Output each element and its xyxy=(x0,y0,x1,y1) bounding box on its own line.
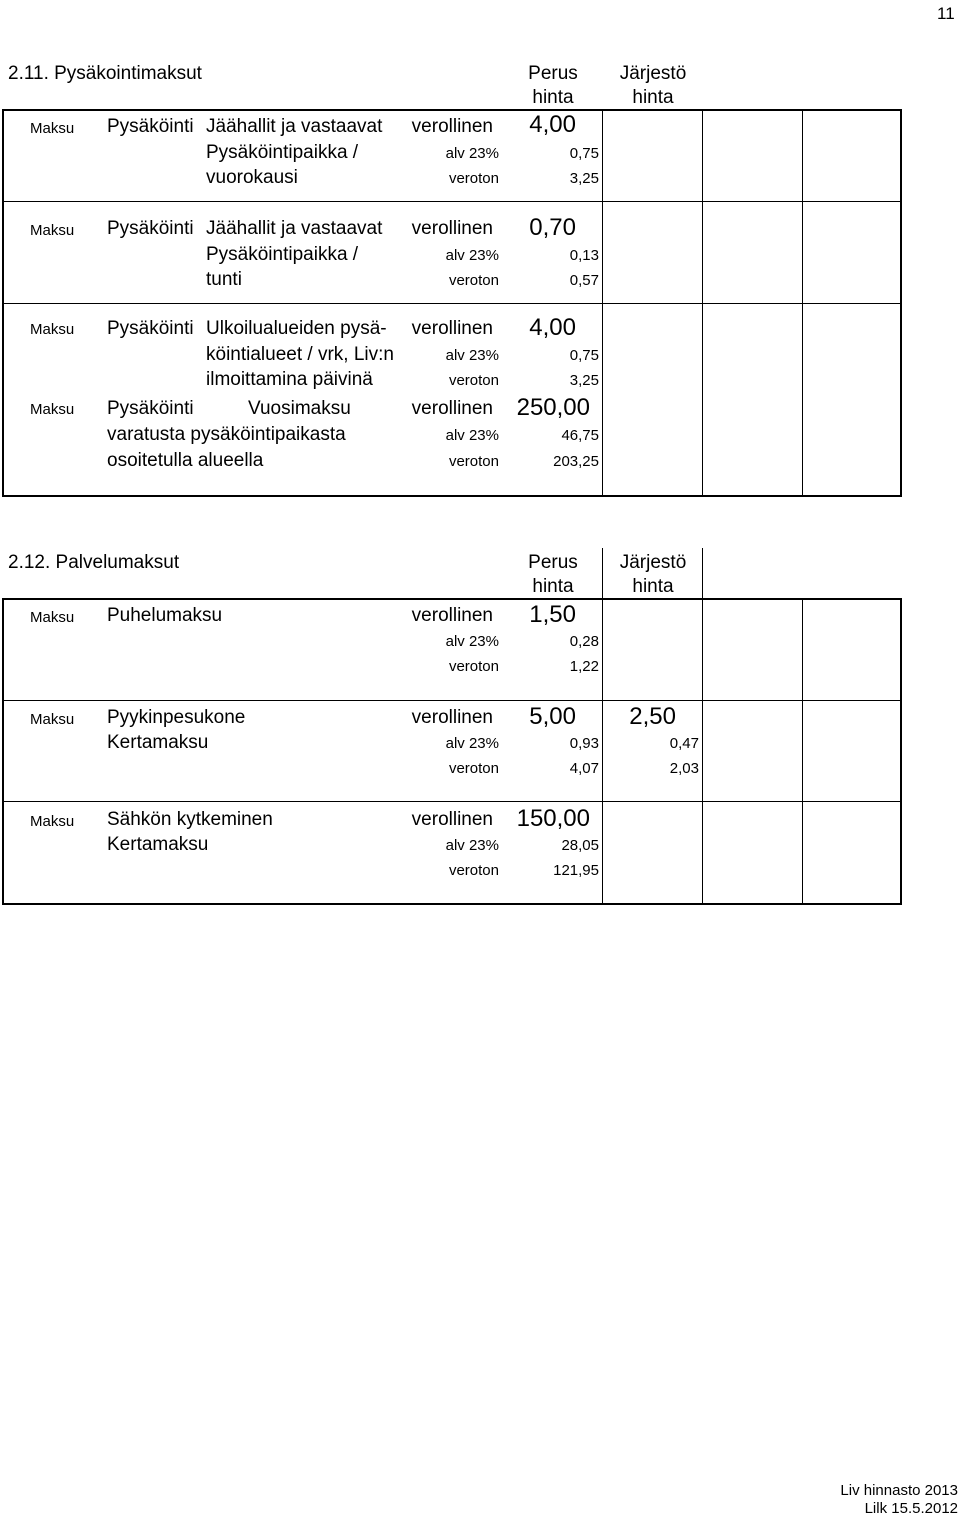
price-value: 3,25 xyxy=(569,170,599,187)
fee-description: Ulkoilualueiden pysä- xyxy=(206,318,387,339)
fee-label: Maksu xyxy=(30,609,75,626)
price-value: 0,57 xyxy=(569,272,599,289)
price-label-with-tax: verollinen xyxy=(411,809,493,830)
price-value: 0,75 xyxy=(569,145,599,162)
fee-description: ilmoittamina päivinä xyxy=(206,369,373,390)
fee-description: köintialueet / vrk, Liv:n xyxy=(206,344,394,365)
fee-label: Maksu xyxy=(30,401,75,418)
price-value: 0,28 xyxy=(569,633,599,650)
page-number: 11 xyxy=(937,4,955,23)
price-value: 46,75 xyxy=(561,427,599,444)
row-divider xyxy=(2,303,902,304)
price-label-without-tax: veroton xyxy=(448,170,499,187)
fee-description: Jäähallit ja vastaavat xyxy=(206,116,383,137)
fee-description: Pysäköintipaikka / xyxy=(206,244,359,265)
price-label-vat: alv 23% xyxy=(445,837,499,854)
price-label-with-tax: verollinen xyxy=(411,318,493,339)
column-divider xyxy=(602,109,603,497)
table-border-top xyxy=(2,598,902,600)
price-label-vat: alv 23% xyxy=(445,633,499,650)
fee-label: Maksu xyxy=(30,222,75,239)
column-divider xyxy=(802,598,803,905)
column-header-perus: Perus xyxy=(528,63,578,84)
fee-description: tunti xyxy=(206,269,242,290)
column-divider xyxy=(602,598,603,905)
price-value: 150,00 xyxy=(516,805,590,832)
fee-description: Pysäköintipaikka / xyxy=(206,142,359,163)
price-label-without-tax: veroton xyxy=(448,862,499,879)
price-label-without-tax: veroton xyxy=(448,372,499,389)
column-header-jarjesto-sub: hinta xyxy=(632,87,674,108)
fee-description: Puhelumaksu xyxy=(107,605,223,626)
price-value: 0,75 xyxy=(569,347,599,364)
price-label-with-tax: verollinen xyxy=(411,707,493,728)
price-value: 1,50 xyxy=(529,601,576,628)
column-header-perus-sub: hinta xyxy=(532,87,574,108)
column-header-perus: Perus xyxy=(528,552,578,573)
price-label-with-tax: verollinen xyxy=(411,218,493,239)
price-label-with-tax: verollinen xyxy=(411,398,493,419)
table-border-left xyxy=(2,598,4,905)
price-value: 28,05 xyxy=(561,837,599,854)
header-column-divider xyxy=(602,548,603,599)
price-value: 250,00 xyxy=(516,394,590,421)
column-header-jarjesto-sub: hinta xyxy=(632,576,674,597)
price-label-with-tax: verollinen xyxy=(411,116,493,137)
column-divider xyxy=(702,598,703,905)
fee-description: Kertamaksu xyxy=(107,732,209,753)
price-value: 4,00 xyxy=(529,111,576,138)
price-label-vat: alv 23% xyxy=(445,347,499,364)
column-header-perus-sub: hinta xyxy=(532,576,574,597)
table-border-bottom xyxy=(2,903,902,905)
price-value: 0,70 xyxy=(529,214,576,241)
price-label-vat: alv 23% xyxy=(445,427,499,444)
header-column-divider xyxy=(702,548,703,599)
fee-category: Pysäköinti xyxy=(107,318,194,339)
column-header-jarjesto: Järjestö xyxy=(619,552,687,573)
fee-label: Maksu xyxy=(30,813,75,830)
section-title-parking: 2.11. Pysäkointimaksut xyxy=(8,63,202,84)
price-label-with-tax: verollinen xyxy=(411,605,493,626)
fee-description: Jäähallit ja vastaavat xyxy=(206,218,383,239)
row-divider xyxy=(2,700,902,701)
column-divider xyxy=(802,109,803,497)
price-value: 121,95 xyxy=(553,862,599,879)
price-value: 203,25 xyxy=(553,453,599,470)
price-value: 0,13 xyxy=(569,247,599,264)
table-border-top xyxy=(2,109,902,111)
member-price-value: 2,03 xyxy=(669,760,699,777)
row-divider xyxy=(2,801,902,802)
footer-line: Lilk 15.5.2012 xyxy=(864,1500,958,1517)
fee-description: Sähkön kytkeminen xyxy=(107,809,273,830)
price-label-vat: alv 23% xyxy=(445,145,499,162)
fee-description: Kertamaksu xyxy=(107,834,209,855)
member-price-value: 0,47 xyxy=(669,735,699,752)
price-value: 4,07 xyxy=(569,760,599,777)
table-border-right xyxy=(900,598,902,905)
fee-label: Maksu xyxy=(30,711,75,728)
fee-category: Pysäköinti xyxy=(107,218,194,239)
price-value: 5,00 xyxy=(529,703,576,730)
fee-description: vuorokausi xyxy=(206,167,298,188)
fee-description: osoitetulla alueella xyxy=(107,450,264,471)
member-price-value: 2,50 xyxy=(629,703,676,730)
price-value: 4,00 xyxy=(529,314,576,341)
price-label-without-tax: veroton xyxy=(448,760,499,777)
fee-label: Maksu xyxy=(30,321,75,338)
price-label-without-tax: veroton xyxy=(448,272,499,289)
fee-category: Pysäköinti xyxy=(107,398,194,419)
price-value: 3,25 xyxy=(569,372,599,389)
price-label-vat: alv 23% xyxy=(445,735,499,752)
section-title-services: 2.12. Palvelumaksut xyxy=(8,552,180,573)
fee-label: Maksu xyxy=(30,120,75,137)
fee-subtitle: Vuosimaksu xyxy=(248,398,351,419)
price-value: 1,22 xyxy=(569,658,599,675)
column-header-jarjesto: Järjestö xyxy=(619,63,687,84)
fee-description: varatusta pysäköintipaikasta xyxy=(107,424,346,445)
fee-description: Pyykinpesukone xyxy=(107,707,246,728)
price-label-without-tax: veroton xyxy=(448,658,499,675)
price-label-without-tax: veroton xyxy=(448,453,499,470)
row-divider xyxy=(2,201,902,202)
fee-category: Pysäköinti xyxy=(107,116,194,137)
price-value: 0,93 xyxy=(569,735,599,752)
table-border-bottom xyxy=(2,495,902,497)
footer-line: Liv hinnasto 2013 xyxy=(840,1482,958,1499)
price-label-vat: alv 23% xyxy=(445,247,499,264)
column-divider xyxy=(702,109,703,497)
